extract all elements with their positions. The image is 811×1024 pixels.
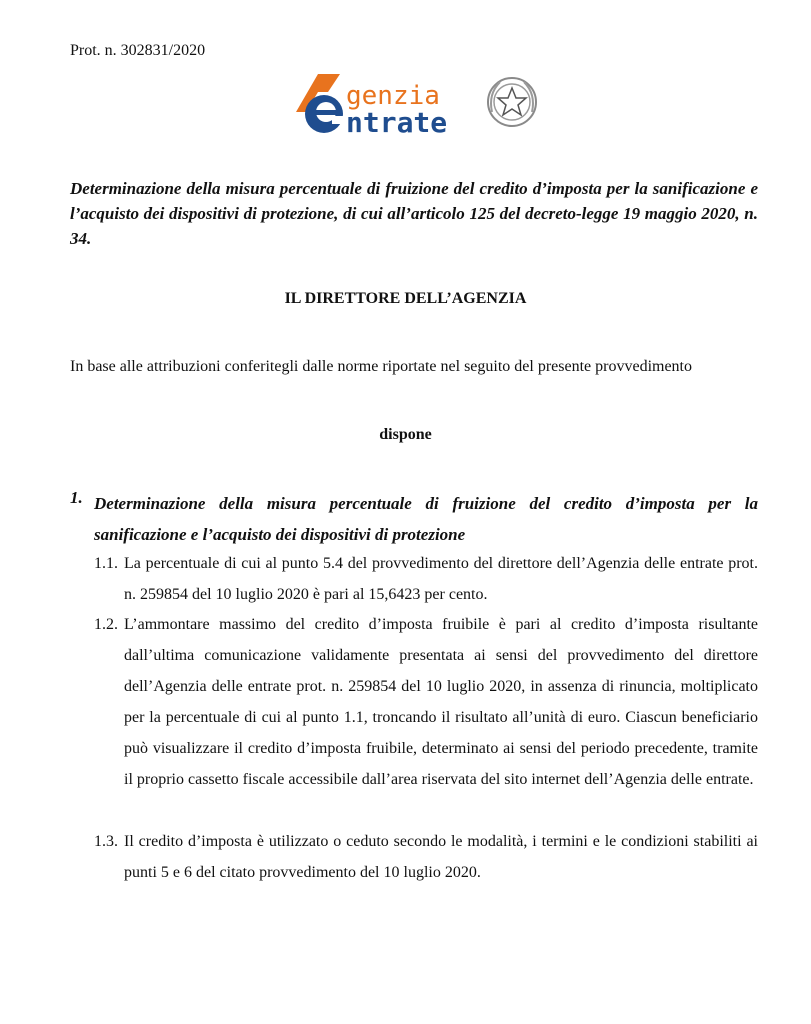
- item-text: Il credito d’imposta è utilizzato o ceduto secondo le modalità, i termini e le condizioni stabiliti ai punti 5 e 6 del citato provvedimento del 10 luglio 2020.: [124, 833, 758, 881]
- item-number: 1.3.: [94, 833, 118, 850]
- director-heading: IL DIRETTORE DELL’AGENZIA: [284, 290, 527, 307]
- protocol-number: Prot. n. 302831/2020: [70, 42, 206, 59]
- document-title: Determinazione della misura percentuale di fruizione del credito d’imposta per la sanificazione e l’acquisto dei dispositivi di protezione, di cui all’articolo 125 del decreto-legge 19 maggio 2020, n. 34.: [70, 179, 758, 248]
- italian-republic-emblem-icon: [488, 78, 536, 126]
- section-number: 1.: [70, 488, 83, 507]
- preamble-text: In base alle attribuzioni conferitegli dalle norme riportate nel seguito del presente provvedimento: [70, 358, 692, 375]
- logo-text-ntrate: ntrate: [346, 106, 448, 136]
- dispone-heading: dispone: [379, 426, 432, 443]
- agenzia-entrate-logo: [288, 72, 548, 136]
- item-number: 1.1.: [94, 555, 118, 572]
- section-title: Determinazione della misura percentuale di fruizione del credito d’imposta per la sanificazione e l’acquisto dei dispositivi di protezione: [94, 494, 758, 544]
- item-text: L’ammontare massimo del credito d’imposta fruibile è pari al credito d’imposta risultante dall’ultima comunicazione validamente presentata ai sensi del provvedimento del direttore dell’Agenzia delle entrate prot. n. 259854 del 10 luglio 2020, in assenza di rinuncia, moltiplicato per la percentuale di cui al punto 1.1, troncando il risultato all’unità di euro. Ciascun beneficiario può visualizzare il credito d’imposta fruibile, determinato ai sensi del periodo precedente, tramite il proprio cassetto fiscale accessibile dall’area riservata del sito internet dell’Agenzia delle entrate.: [124, 616, 758, 788]
- item-number: 1.2.: [94, 616, 118, 633]
- logo-text-genzia: genzia: [346, 81, 440, 111]
- item-text: La percentuale di cui al punto 5.4 del provvedimento del direttore dell’Agenzia delle entrate prot. n. 259854 del 10 luglio 2020 è pari al 15,6423 per cento.: [124, 555, 758, 603]
